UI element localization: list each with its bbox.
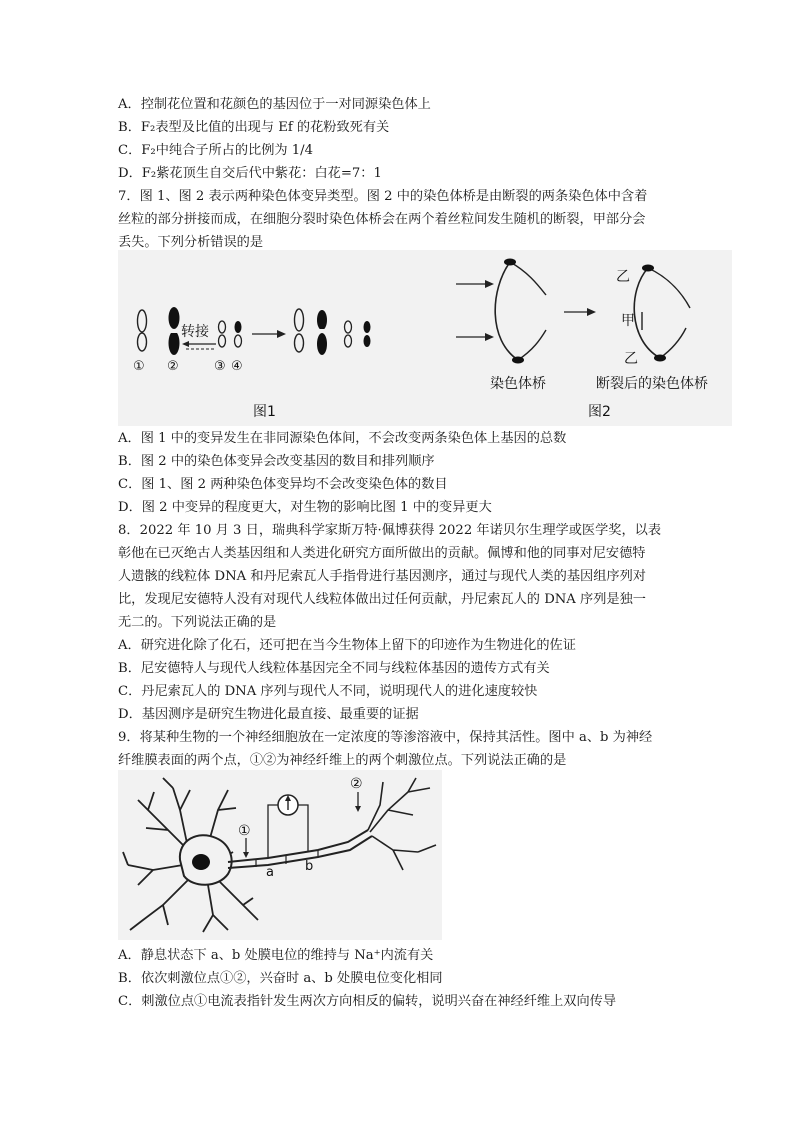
chromosome-variation-figure <box>118 250 732 426</box>
q7-stem-line-3: 丢失。下列分析错误的是 <box>118 235 264 250</box>
q9-stem-line-2: 纤维膜表面的两个点，①②为神经纤维上的两个刺激位点。下列说法正确的是 <box>118 753 567 768</box>
part-yi-bottom: 乙 <box>624 351 638 367</box>
part-yi-top: 乙 <box>616 269 630 285</box>
q9-stem-line-1: 9．将某种生物的一个神经细胞放在一定浓度的等渗溶液中，保持其活性。图中 a、b 为神经 <box>118 730 653 745</box>
bridge-label: 染色体桥 <box>490 376 546 392</box>
chromosome-number-2: ② <box>167 359 179 374</box>
q6-option-d: D．F₂紫花顶生自交后代中紫花：白花=7：1 <box>118 166 382 181</box>
chromosome-3 <box>219 321 226 347</box>
nucleus <box>192 854 210 870</box>
centromere-bottom <box>512 357 524 364</box>
q7-stem-line-2: 丝粒的部分拼接而成，在细胞分裂时染色体桥会在两个着丝粒间发生随机的断裂，甲部分会 <box>118 212 646 227</box>
q6-option-c: C．F₂中纯合子所占的比例为 1/4 <box>118 143 314 158</box>
q7-option-a: A．图 1 中的变异发生在非同源染色体间，不会改变两条染色体上基因的总数 <box>118 431 567 446</box>
fig1-caption: 图1 <box>253 404 276 420</box>
q8-stem-line-5: 无二的。下列说法正确的是 <box>118 615 277 630</box>
chromosome-1 <box>138 310 147 351</box>
broken-bridge <box>634 268 660 358</box>
q8-option-c: C．丹尼索瓦人的 DNA 序列与现代人不同，说明现代人的进化速度较快 <box>118 684 538 699</box>
point-a: a <box>266 865 274 880</box>
q9-option-b: B．依次刺激位点①②，兴奋时 a、b 处膜电位变化相同 <box>118 971 443 986</box>
q8-stem-line-4: 比，发现尼安德特人没有对现代人线粒体做出过任何贡献，丹尼索瓦人的 DNA 序列是独一 <box>118 592 646 607</box>
q9-option-c: C．刺激位点①电流表指针发生两次方向相反的偏转，说明兴奋在神经纤维上双向传导 <box>118 994 617 1009</box>
result-chromosome-3 <box>345 321 352 347</box>
q9-option-a: A．静息状态下 a、b 处膜电位的维持与 Na⁺内流有关 <box>118 948 434 963</box>
result-chromosome-2 <box>317 310 327 355</box>
translocation-label: 转接 <box>181 324 209 340</box>
stimulation-site-2: ② <box>350 776 363 792</box>
part-jia: 甲 <box>621 313 635 329</box>
result-chromosome-4 <box>364 321 371 347</box>
q7-option-c: C．图 1、图 2 两种染色体变异均不会改变染色体的数目 <box>118 477 448 492</box>
chromosome-number-1: ① <box>133 359 145 374</box>
q8-option-d: D．基因测序是研究生物进化最直接、最重要的证据 <box>118 707 419 722</box>
q8-stem-line-2: 彰他在已灭绝古人类基因组和人类进化研究方面所做出的贡献。佩博和他的同事对尼安德特 <box>118 546 646 561</box>
q7-stem-line-1: 7．图 1、图 2 表示两种染色体变异类型。图 2 中的染色体桥是由断裂的两条染色体中含着 <box>118 189 648 204</box>
stimulation-site-1: ① <box>238 823 251 839</box>
neuron-figure <box>118 770 442 940</box>
chromosome-2 <box>169 307 180 355</box>
chromosome-bridge <box>495 262 518 360</box>
q7-option-d: D．图 2 中变异的程度更大，对生物的影响比图 1 中的变异更大 <box>118 500 492 515</box>
q6-option-b: B．F₂表型及比值的出现与 Ef 的花粉致死有关 <box>118 120 390 135</box>
chromosome-4 <box>235 321 242 347</box>
broken-bridge-label: 断裂后的染色体桥 <box>596 376 708 392</box>
q8-stem-line-3: 人遗骸的线粒体 DNA 和丹尼索瓦人手指骨进行基因测序，通过与现代人类的基因组序列对 <box>118 569 646 584</box>
fig2-caption: 图2 <box>588 404 611 420</box>
q6-option-a: A．控制花位置和花颜色的基因位于一对同源染色体上 <box>118 97 431 112</box>
q8-option-a: A．研究进化除了化石，还可把在当今生物体上留下的印迹作为生物进化的佐证 <box>118 638 576 653</box>
centromere-top <box>504 259 516 266</box>
result-chromosome-1 <box>295 309 304 352</box>
axon-terminals <box>368 778 436 870</box>
q7-option-b: B．图 2 中的染色体变异会改变基因的数目和排列顺序 <box>118 454 435 469</box>
chromosome-number-4: ④ <box>231 359 243 374</box>
q8-option-b: B．尼安德特人与现代人线粒体基因完全不同与线粒体基因的遗传方式有关 <box>118 661 550 676</box>
q8-stem-line-1: 8．2022 年 10 月 3 日，瑞典科学家斯万特·佩博获得 2022 年诺贝尔生理学或医学奖，以表 <box>118 523 662 538</box>
point-b: b <box>305 859 314 874</box>
chromosome-number-3: ③ <box>214 359 226 374</box>
